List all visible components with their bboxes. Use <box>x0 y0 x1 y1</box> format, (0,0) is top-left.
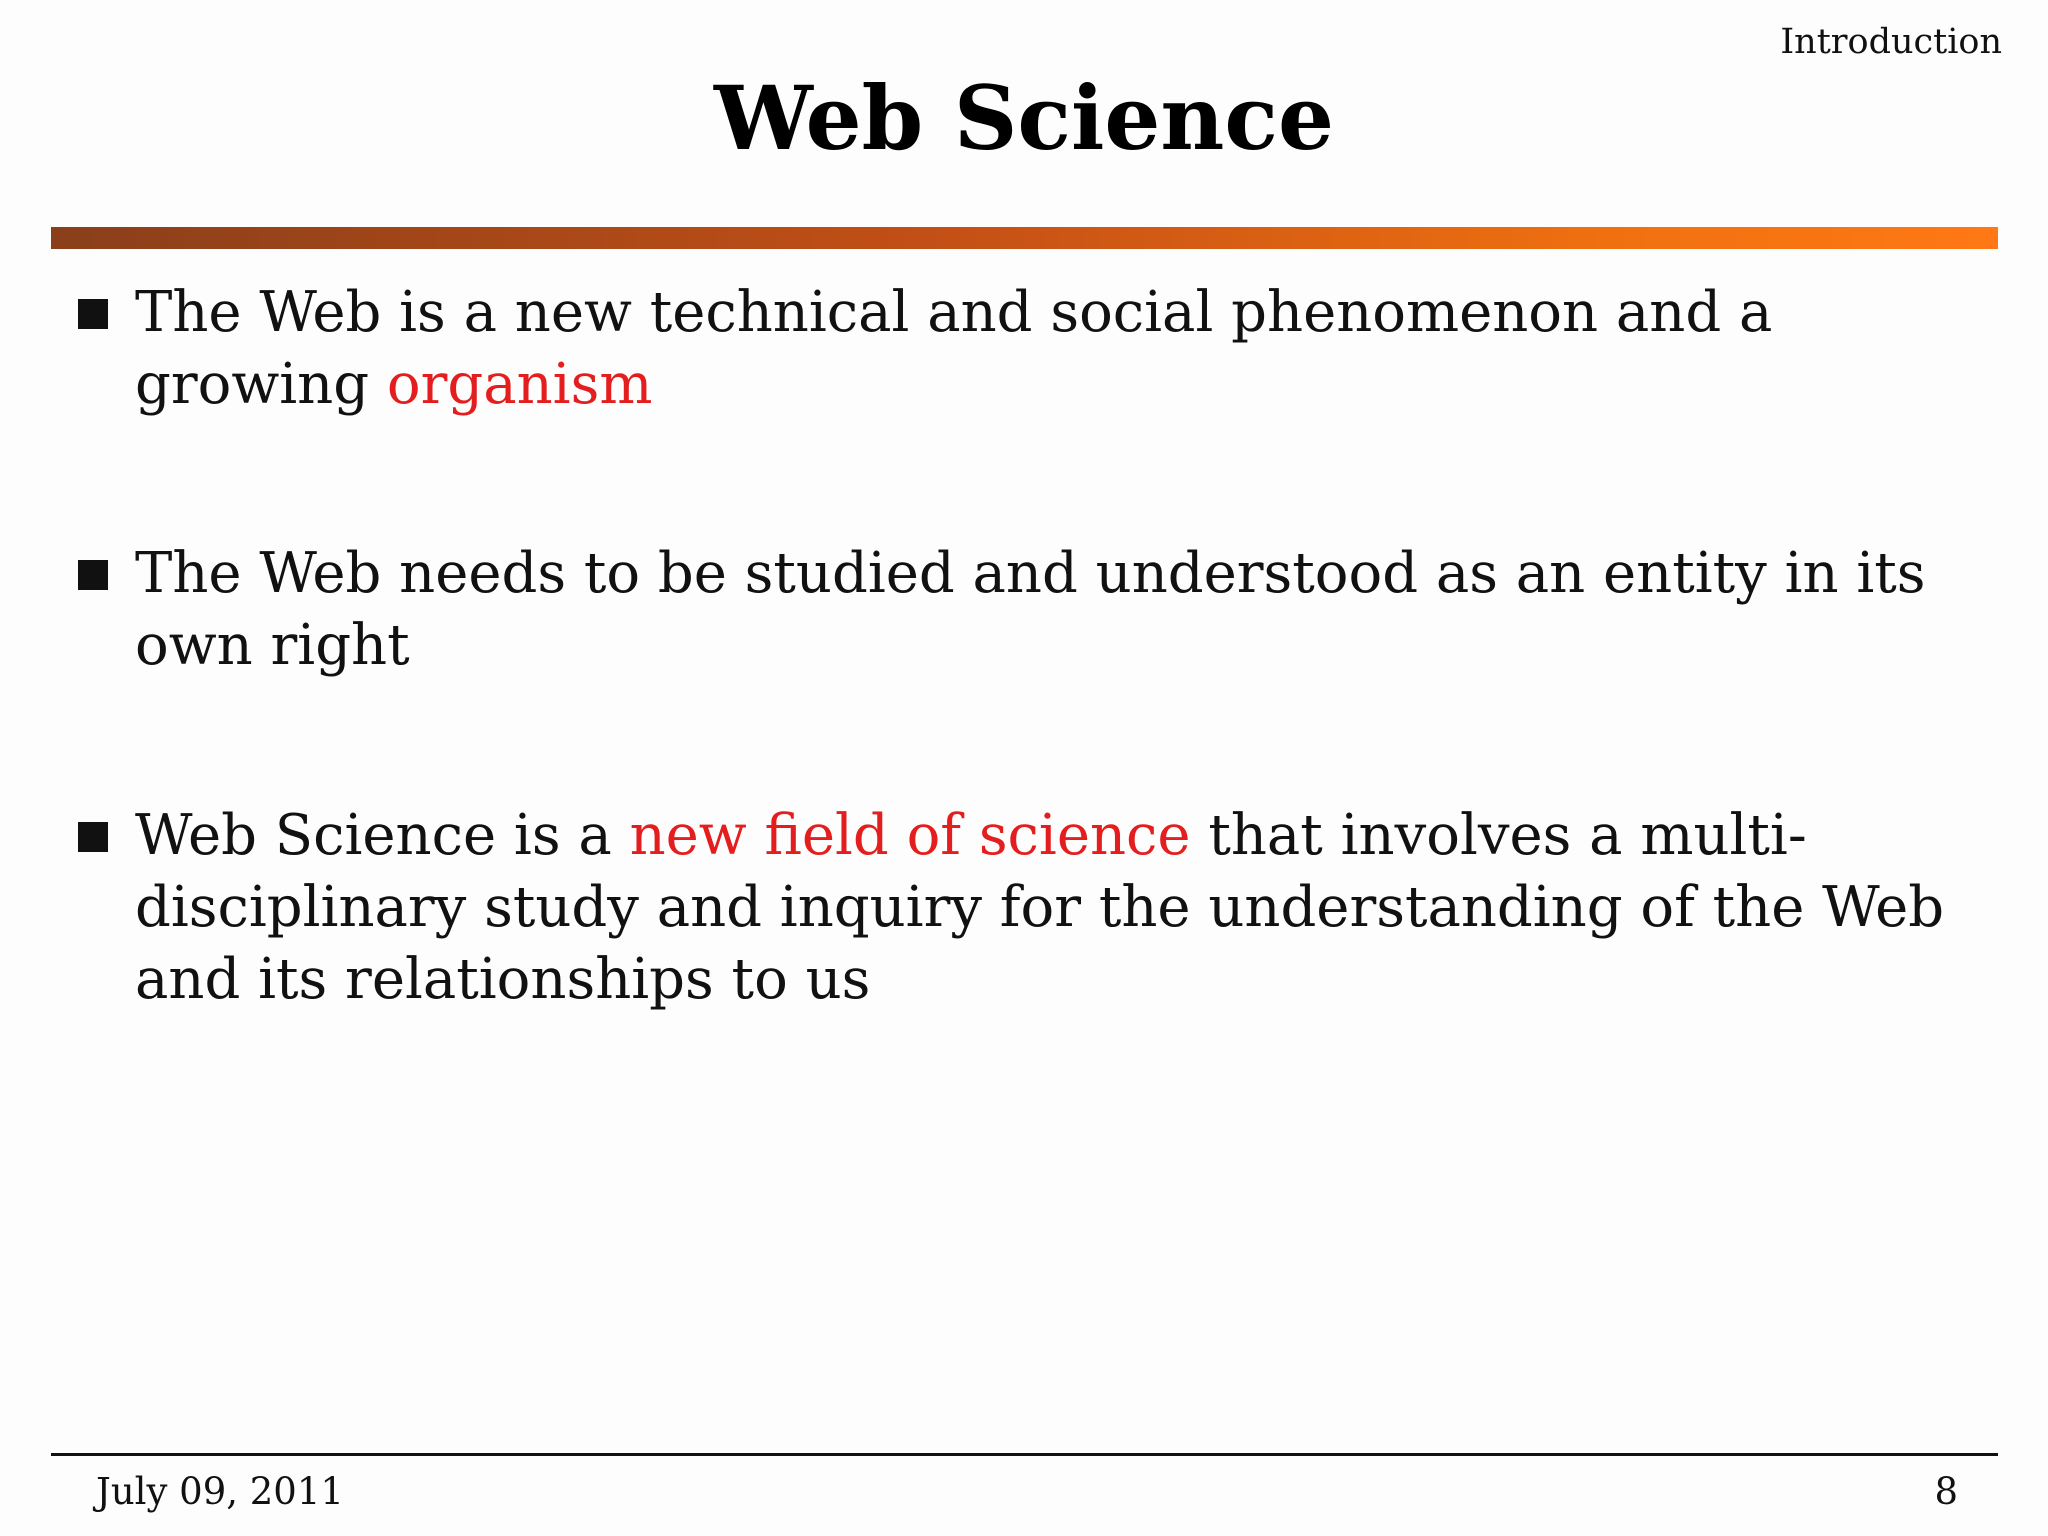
square-bullet-icon <box>78 560 108 590</box>
title-divider-bar <box>51 227 1998 249</box>
bullet-segment: that involves a multi-disciplinary study and inquiry for the understanding of the Web and its relationships to us <box>135 803 1945 1012</box>
bullet-segment: The Web needs to be studied and understood as an entity in its own right <box>135 541 1926 678</box>
bullet-text <box>135 277 2015 421</box>
page-number: 8 <box>1934 1470 1958 1513</box>
footer-divider <box>51 1453 1998 1456</box>
bullet-text <box>135 538 2015 682</box>
footer-date: July 09, 2011 <box>96 1470 344 1513</box>
bullet-highlight: new field of science <box>629 803 1191 868</box>
bullet-segment: Web Science is a <box>135 803 630 868</box>
bullet-segment: The Web is a new technical and social phenomenon and a growing <box>135 280 1773 417</box>
bullet-text <box>135 800 2015 1016</box>
section-label: Introduction <box>1780 22 2002 62</box>
slide-title: Web Science <box>714 66 1334 170</box>
square-bullet-icon <box>78 299 108 329</box>
square-bullet-icon <box>78 822 108 852</box>
bullet-highlight: organism <box>386 352 653 417</box>
